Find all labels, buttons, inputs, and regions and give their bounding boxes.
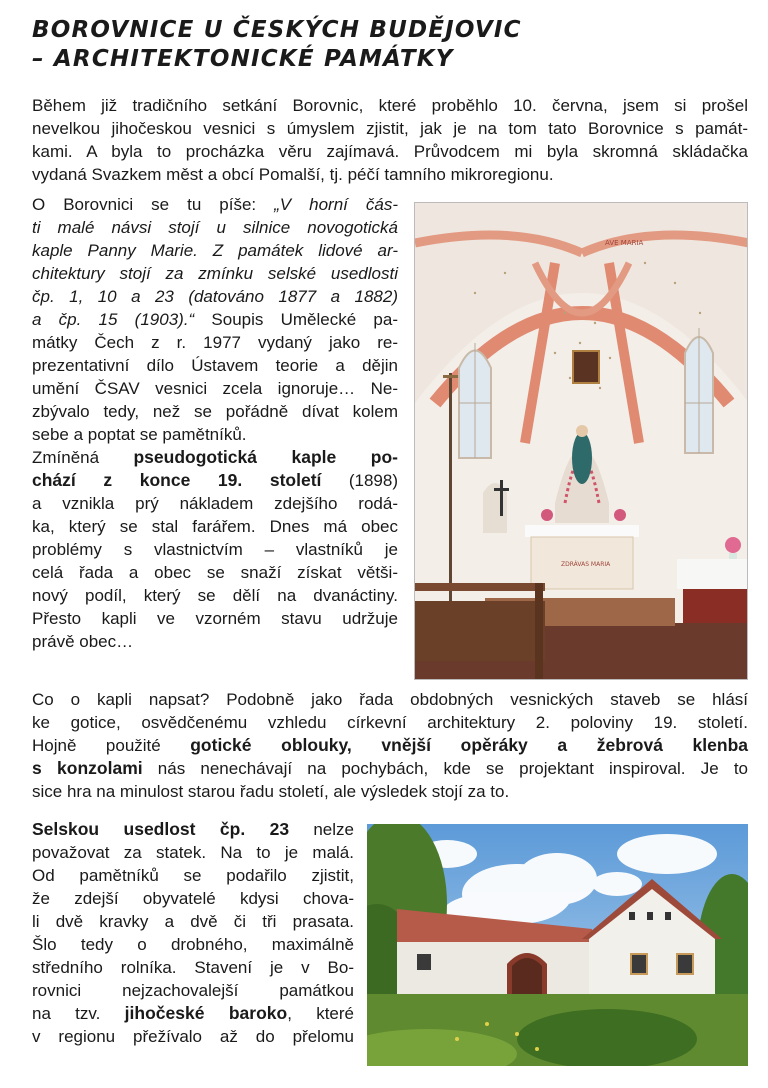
intro-line: vydaná Svazkem měst a obcí Pomalší, tj. péčí tamního mikroregionu. — [32, 165, 554, 184]
text-line: zbývalo tedy, než se pořádně dívat kolem — [32, 402, 398, 421]
text-line: Co o kapli napsat? Podobně jako řada obdobných vesnických staveb se hlásí — [32, 690, 748, 709]
text-line: sice hra na minulost starou řadu století, ale výsledek stojí za to. — [32, 782, 510, 801]
text-line: umění ČSAV vesnici zcela ignoruje… Ne- — [32, 379, 398, 398]
intro-line: nevelkou jihočeskou vesnici s úmyslem zjistit, jak je na tom tato Borovnice s památ- — [32, 119, 748, 138]
text-line: problémy s vlastnictvím – vlastníků je — [32, 540, 398, 559]
text-line: Šlo tedy o drobného, maximálně — [32, 935, 354, 954]
intro-line: Během již tradičního setkání Borovnic, které proběhlo 10. června, jsem si prošel — [32, 96, 748, 115]
text-line: celá řada a obec se snaží získat větši- — [32, 563, 398, 582]
text-line: prezentativní dílo Ústavem teorie a dějin — [32, 356, 398, 375]
text-line: kaple Panny Marie. Z památek lidové ar- — [32, 241, 398, 260]
text-line: Zmíněná pseudogotická kaple po- — [32, 447, 398, 467]
intro-paragraph — [32, 94, 748, 186]
text-line: Přesto kapli ve vzorném stavu udržuje — [32, 609, 398, 628]
text-line: Od pamětníků se podařilo zjistit, — [32, 866, 354, 885]
text-line: ke gotice, osvědčenému vzhledu církevní architektury 2. poloviny 19. století. — [32, 713, 748, 732]
text-line: považovat za statek. Na to je malá. — [32, 843, 354, 862]
text-line: středního rolníka. Stavení je v Bo- — [32, 958, 354, 977]
text-line: li dvě kravky a dvě či tři prasata. — [32, 912, 354, 931]
text-line: čp. 1, 10 a 23 (datováno 1877 a 1882) — [32, 287, 398, 306]
farmstead-text-column — [32, 818, 354, 1048]
chapel-text-column — [32, 193, 398, 653]
text-line: Hojně použité gotické oblouky, vnější opěráky a žebrová klenba — [32, 735, 748, 755]
chapel-description-paragraph — [32, 688, 748, 803]
text-line: rovnici nejzachovalejší památkou — [32, 981, 354, 1000]
chapel-interior-photo — [414, 202, 748, 680]
title-line-2: – ARCHITEKTONICKÉ PAMÁTKY — [32, 46, 454, 72]
text-line: na tzv. jihočeské baroko, které — [32, 1003, 354, 1023]
text-line: právě obec… — [32, 632, 134, 651]
text-line: nový podíl, který se dělí na dvanáctiny. — [32, 586, 398, 605]
text-line: a čp. 15 (1903).“ Soupis Umělecké pa- — [32, 310, 398, 329]
text-line: sebe a poptat se pamětníků. — [32, 425, 247, 444]
text-line: a vznikla prý nákladem zdejšího rodá- — [32, 494, 398, 513]
text-line: mátky Čech z r. 1977 vydaný jako re- — [32, 333, 398, 352]
text-line: chitektury stojí za zmínku selské usedlosti — [32, 264, 398, 283]
text-line: Selskou usedlost čp. 23 nelze — [32, 819, 354, 839]
text-line: ti malé návsi stojí u silnice novogotická — [32, 218, 398, 237]
text-line: O Borovnici se tu píše: „V horní čás- — [32, 195, 399, 214]
text-line: že zdejší obyvatelé kdysi chova- — [32, 889, 354, 908]
article-title — [32, 16, 752, 74]
arch-inscription: AVE MARIA — [605, 239, 644, 247]
text-line: chází z konce 19. století (1898) — [32, 470, 398, 490]
intro-line: kami. A byla to procházka věru zajímavá. Průvodcem mi byla skromná skládačka — [32, 142, 748, 161]
text-line: v regionu přežívalo až do přelomu — [32, 1027, 354, 1046]
text-line: ka, který se stal farářem. Dnes má obec — [32, 517, 398, 536]
altar-inscription: ZDRÁVAS MARIA — [561, 561, 611, 568]
farmhouse-photo — [367, 824, 748, 1066]
text-line: s konzolami nás nenechávají na pochybách, kde se projektant inspiroval. Je to — [32, 758, 748, 778]
title-line-1: BOROVNICE U ČESKÝCH BUDĚJOVIC — [32, 17, 522, 43]
